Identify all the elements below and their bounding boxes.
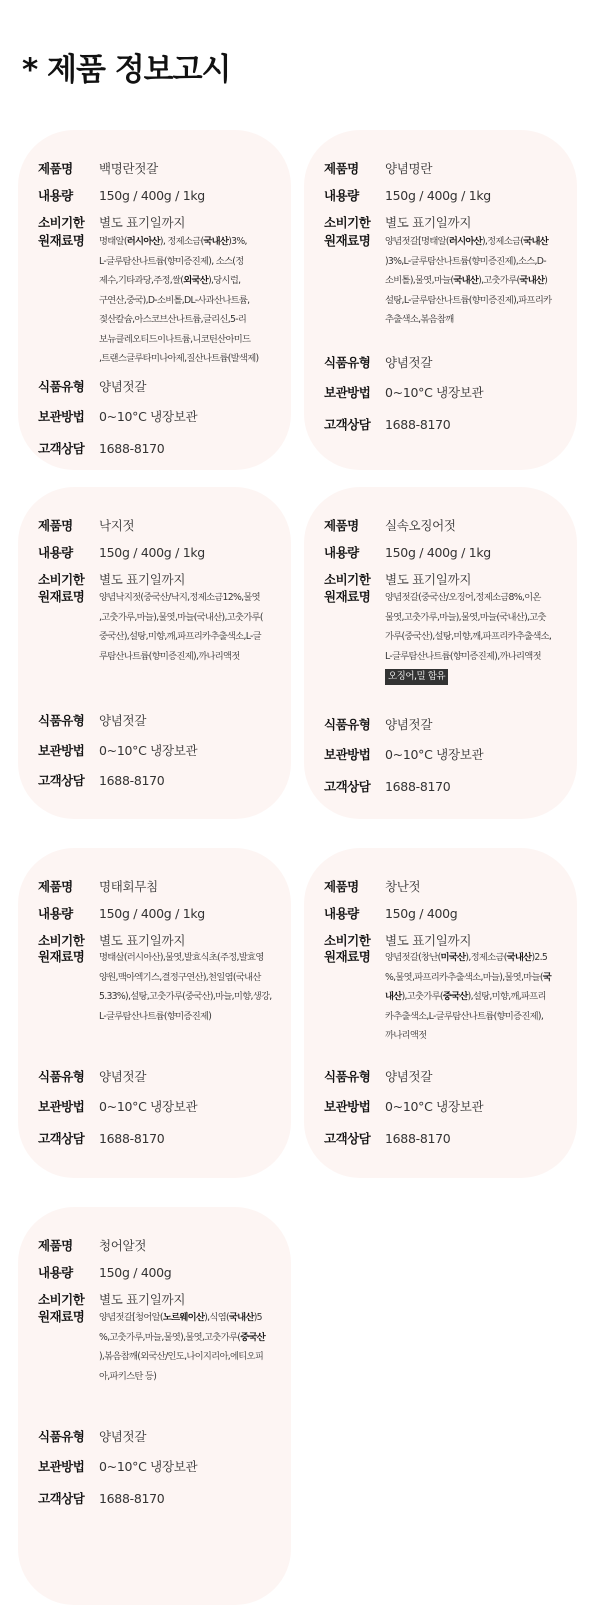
label-contact: 고객상담 <box>38 1491 85 1506</box>
label-ingredients: 원재료명 <box>324 589 371 604</box>
ingredient-line <box>99 588 279 608</box>
ingredient-text: )2.5 <box>531 952 548 963</box>
info-row-name <box>324 878 565 896</box>
ingredient-text: ),정제소금( <box>465 952 507 963</box>
label-storage: 보관방법 <box>324 747 371 762</box>
value-storage: 0~10°C 냉장보관 <box>99 1099 198 1114</box>
origin-highlight: 국내산 <box>203 236 229 247</box>
ingredient-line <box>99 968 279 988</box>
label-contact: 고객상담 <box>324 417 371 432</box>
ingredient-line <box>99 252 279 272</box>
label-ingredients: 원재료명 <box>38 1309 85 1324</box>
ingredient-line <box>385 588 565 608</box>
info-row-ingredients <box>324 948 565 1046</box>
ingredient-line <box>385 232 565 252</box>
product-card <box>304 848 577 1178</box>
info-row-expiry <box>324 214 565 232</box>
ingredient-line <box>99 627 279 647</box>
ingredient-line <box>99 330 279 350</box>
ingredient-line <box>99 1367 279 1387</box>
value-type: 양념젓갈 <box>99 1069 147 1084</box>
label-name: 제품명 <box>324 518 359 533</box>
info-row-storage <box>38 1098 279 1116</box>
value-volume: 150g / 400g / 1kg <box>99 188 205 203</box>
ingredient-text: 명태알( <box>99 236 127 247</box>
product-card <box>304 487 577 819</box>
ingredient-line <box>385 627 565 647</box>
origin-highlight: 중국산 <box>442 991 468 1002</box>
ingredient-line <box>385 647 565 667</box>
value-expiry: 별도 표기일까지 <box>385 215 472 230</box>
info-row-expiry <box>38 1291 279 1309</box>
value-storage: 0~10°C 냉장보관 <box>385 385 484 400</box>
info-row-storage <box>324 746 565 764</box>
ingredient-text: 아,파키스탄 등) <box>99 1370 157 1382</box>
ingredient-text: ),식염( <box>204 1312 229 1323</box>
value-type: 양념젓갈 <box>385 717 433 732</box>
label-storage: 보관방법 <box>324 1099 371 1114</box>
label-name: 제품명 <box>324 161 359 176</box>
allergen-badge: 오징어,밀 함유 <box>385 669 448 685</box>
origin-highlight: 노르웨이산 <box>162 1312 205 1323</box>
origin-highlight: 중국산 <box>240 1331 266 1343</box>
ingredient-text: 명태살(러시아산),물엿,발효식초(주정,발효영 <box>99 952 264 963</box>
info-row-expiry <box>38 571 279 589</box>
ingredient-text: 5.33%),설탕,고춧가루(중국산),마늘,미향,생강, <box>99 991 272 1002</box>
label-type: 식품유형 <box>38 379 85 394</box>
ingredient-line <box>385 608 565 628</box>
info-row-contact <box>38 1490 279 1508</box>
value-volume: 150g / 400g / 1kg <box>99 906 205 921</box>
label-name: 제품명 <box>38 161 73 176</box>
ingredient-text: 가루(중국산),설탕,미향,깨,파프리카추출색소, <box>385 631 552 642</box>
ingredient-text: 젖산칼슘,아스코브산나트륨,글리신,5-리 <box>99 314 247 325</box>
info-row-name <box>324 160 565 178</box>
ingredient-line <box>385 987 565 1007</box>
ingredient-text: 까나리액젓 <box>385 1030 427 1041</box>
product-card <box>304 130 577 470</box>
label-ingredients: 원재료명 <box>324 949 371 964</box>
ingredient-text: 제수,기타과당,주정,쌀( <box>99 275 184 286</box>
origin-highlight: 국내산 <box>228 1312 254 1323</box>
ingredient-text: 구연산,중국),D-소비톨,DL-사과산나트륨, <box>99 294 250 306</box>
ingredient-line <box>99 987 279 1007</box>
ingredient-text: 양념젓갈[명태알( <box>385 236 449 247</box>
ingredient-line <box>385 310 565 330</box>
ingredient-text: L-글루탐산나트륨(향미증진제),까나리액젓 <box>385 650 541 662</box>
label-storage: 보관방법 <box>38 1099 85 1114</box>
label-volume: 내용량 <box>324 545 359 560</box>
info-row-type <box>38 1428 279 1446</box>
info-row-name <box>38 160 279 178</box>
info-row-name <box>324 517 565 535</box>
info-row-contact <box>324 416 565 434</box>
label-name: 제품명 <box>38 518 73 533</box>
info-row-contact <box>38 1130 279 1148</box>
ingredient-text: ,고춧가루,마늘),물엿,마늘(국내산),고춧가루( <box>99 611 263 623</box>
ingredient-line <box>99 349 279 369</box>
label-storage: 보관방법 <box>38 743 85 758</box>
value-name: 백명란젓갈 <box>99 161 158 176</box>
value-storage: 0~10°C 냉장보관 <box>99 409 198 424</box>
value-name: 청어알젓 <box>99 1238 147 1253</box>
value-ingredients <box>385 588 565 687</box>
value-contact: 1688-8170 <box>385 1131 451 1146</box>
ingredient-text: ),정제소금( <box>481 236 524 247</box>
info-row-volume <box>324 544 565 562</box>
ingredient-text: L-글루탐산나트륨(향미증진제) <box>99 1010 212 1022</box>
label-expiry: 소비기한 <box>324 572 371 587</box>
info-row-type <box>324 354 565 372</box>
ingredient-text: 양념젓갈(창난( <box>385 952 441 963</box>
origin-highlight: 러시아산 <box>126 236 160 247</box>
info-row-volume <box>38 544 279 562</box>
info-row-type <box>38 378 279 396</box>
ingredient-text: 양념젓갈(중국산/오징어,정제소금8%,이온 <box>385 592 541 603</box>
value-volume: 150g / 400g <box>385 906 458 921</box>
value-type: 양념젓갈 <box>385 355 433 370</box>
ingredient-text: )3%, <box>228 236 247 247</box>
label-name: 제품명 <box>324 879 359 894</box>
ingredient-text: 설탕,L-글루탐산나트륨(향미증진제),파프리카 <box>385 294 552 306</box>
label-ingredients: 원재료명 <box>324 233 371 248</box>
info-row-type <box>38 712 279 730</box>
value-storage: 0~10°C 냉장보관 <box>99 1459 198 1474</box>
ingredient-text: 중국산),설탕,미향,깨,파프리카추출색소,L-글 <box>99 631 261 642</box>
value-expiry: 별도 표기일까지 <box>99 933 186 948</box>
value-name: 명태회무침 <box>99 879 158 894</box>
info-row-contact <box>38 772 279 790</box>
ingredient-text: 추출색소,볶음참깨 <box>385 314 454 325</box>
ingredient-line <box>99 1347 279 1367</box>
label-storage: 보관방법 <box>38 409 85 424</box>
value-name: 실속오징어젓 <box>385 518 456 533</box>
origin-highlight: 국 <box>542 971 552 983</box>
value-type: 양념젓갈 <box>385 1069 433 1084</box>
value-volume: 150g / 400g / 1kg <box>385 188 491 203</box>
origin-highlight: 러시아산 <box>448 236 482 247</box>
value-expiry: 별도 표기일까지 <box>99 572 186 587</box>
label-ingredients: 원재료명 <box>38 949 85 964</box>
info-row-volume <box>38 905 279 923</box>
ingredient-text: 양원,맥아엑기스,결정구연산),천일염(국내산 <box>99 971 261 983</box>
info-row-ingredients <box>38 948 279 1026</box>
label-type: 식품유형 <box>324 717 371 732</box>
value-ingredients <box>99 232 279 369</box>
value-volume: 150g / 400g <box>99 1265 172 1280</box>
info-row-contact <box>324 1130 565 1148</box>
ingredient-line <box>385 271 565 291</box>
info-row-type <box>38 1068 279 1086</box>
origin-highlight: 미국산 <box>440 952 466 963</box>
ingredient-line <box>99 310 279 330</box>
label-name: 제품명 <box>38 879 73 894</box>
ingredient-text: 카추출색소,L-글루탐산나트륨(향미증진제), <box>385 1010 544 1022</box>
ingredient-line <box>99 1007 279 1027</box>
info-row-expiry <box>324 571 565 589</box>
label-ingredients: 원재료명 <box>38 233 85 248</box>
value-contact: 1688-8170 <box>99 1131 165 1146</box>
ingredient-line <box>99 291 279 311</box>
label-contact: 고객상담 <box>324 779 371 794</box>
value-storage: 0~10°C 냉장보관 <box>99 743 198 758</box>
ingredient-text: ), 정제소금( <box>159 236 204 247</box>
ingredient-line <box>99 948 279 968</box>
info-row-storage <box>38 1458 279 1476</box>
ingredient-text: 물엿,고춧가루,마늘),물엿,마늘(국내산),고춧 <box>385 611 546 623</box>
ingredient-text: )3%,L-글루탐산나트륨(향미증진제),소스,D- <box>385 255 546 267</box>
ingredient-text: ),당시럽, <box>208 275 241 286</box>
ingredient-text: 소비톨),물엿,마늘( <box>385 275 454 286</box>
ingredient-text: 양념젓갈[청어알( <box>99 1312 163 1323</box>
value-contact: 1688-8170 <box>99 773 165 788</box>
product-card <box>18 848 291 1178</box>
info-row-volume <box>38 1264 279 1282</box>
label-contact: 고객상담 <box>324 1131 371 1146</box>
value-type: 양념젓갈 <box>99 713 147 728</box>
ingredient-line <box>385 252 565 272</box>
ingredient-text: ),고춧가루( <box>478 275 520 286</box>
ingredient-line <box>99 1328 279 1348</box>
info-row-storage <box>324 1098 565 1116</box>
info-row-name <box>38 517 279 535</box>
info-row-ingredients <box>324 232 565 330</box>
ingredient-line <box>385 291 565 311</box>
label-type: 식품유형 <box>38 1429 85 1444</box>
info-row-volume <box>38 187 279 205</box>
info-row-contact <box>38 440 279 458</box>
info-row-storage <box>38 742 279 760</box>
value-type: 양념젓갈 <box>99 1429 147 1444</box>
info-row-storage <box>38 408 279 426</box>
label-expiry: 소비기한 <box>38 572 85 587</box>
ingredient-text: ),볶음참깨(외국산/인도,나이지리아,에티오피 <box>99 1351 264 1362</box>
label-storage: 보관방법 <box>324 385 371 400</box>
ingredient-line <box>385 1007 565 1027</box>
label-contact: 고객상담 <box>38 1131 85 1146</box>
ingredient-line <box>99 232 279 252</box>
info-row-type <box>324 1068 565 1086</box>
label-expiry: 소비기한 <box>324 215 371 230</box>
info-row-name <box>38 1237 279 1255</box>
origin-highlight: 국내산 <box>506 952 532 963</box>
origin-highlight: 국내산 <box>523 236 549 247</box>
ingredient-line <box>99 647 279 667</box>
ingredient-line <box>385 1026 565 1046</box>
label-type: 식품유형 <box>38 1069 85 1084</box>
ingredient-text: L-글루탐산나트륨(향미증진제), 소스(정 <box>99 255 244 267</box>
ingredient-line <box>99 1308 279 1328</box>
ingredient-text: %,고춧가루,마늘,물엿),물엿,고춧가루( <box>99 1331 241 1343</box>
value-name: 낙지젓 <box>99 518 135 533</box>
origin-highlight: 내산 <box>385 991 402 1002</box>
label-volume: 내용량 <box>38 1265 73 1280</box>
info-row-storage <box>324 384 565 402</box>
value-ingredients <box>385 232 565 330</box>
info-row-ingredients <box>38 588 279 666</box>
value-type: 양념젓갈 <box>99 379 147 394</box>
value-expiry: 별도 표기일까지 <box>385 933 472 948</box>
ingredient-text: ),설탕,미향,깨,파프리 <box>467 991 546 1002</box>
info-row-ingredients <box>38 1308 279 1386</box>
ingredient-text: ,트랜스글루타미나아제,질산나트륨(발색제) <box>99 353 259 364</box>
product-card <box>18 487 291 819</box>
label-type: 식품유형 <box>324 1069 371 1084</box>
label-expiry: 소비기한 <box>38 215 85 230</box>
label-volume: 내용량 <box>324 906 359 921</box>
label-type: 식품유형 <box>38 713 85 728</box>
label-ingredients: 원재료명 <box>38 589 85 604</box>
label-expiry: 소비기한 <box>38 933 85 948</box>
value-contact: 1688-8170 <box>385 417 451 432</box>
value-name: 창난젓 <box>385 879 421 894</box>
ingredient-text: ) <box>544 275 548 286</box>
value-ingredients <box>99 948 279 1026</box>
ingredient-text: 루탐산나트륨(향미증진제),까나리액젓 <box>99 650 240 662</box>
value-contact: 1688-8170 <box>99 441 165 456</box>
origin-highlight: 외국산 <box>183 275 209 286</box>
product-card <box>18 1207 291 1605</box>
value-expiry: 별도 표기일까지 <box>99 1292 186 1307</box>
ingredient-text: %,물엿,파프리카추출색소,마늘),물엿,마늘( <box>385 971 543 983</box>
value-expiry: 별도 표기일까지 <box>99 215 186 230</box>
ingredient-text: ),고춧가루( <box>401 991 443 1002</box>
value-storage: 0~10°C 냉장보관 <box>385 1099 484 1114</box>
info-row-name <box>38 878 279 896</box>
info-row-volume <box>324 905 565 923</box>
value-ingredients <box>385 948 565 1046</box>
ingredient-text: 양념낙지젓(중국산/낙지,정제소금12%,물엿 <box>99 592 260 603</box>
label-volume: 내용량 <box>38 188 73 203</box>
label-contact: 고객상담 <box>38 441 85 456</box>
value-volume: 150g / 400g / 1kg <box>99 545 205 560</box>
value-storage: 0~10°C 냉장보관 <box>385 747 484 762</box>
ingredient-text: )5 <box>253 1312 262 1323</box>
label-name: 제품명 <box>38 1238 73 1253</box>
ingredient-text: 보뉴클레오티드이나트륨,니코틴산아미드 <box>99 333 251 345</box>
value-contact: 1688-8170 <box>99 1491 165 1506</box>
label-storage: 보관방법 <box>38 1459 85 1474</box>
info-row-type <box>324 716 565 734</box>
value-ingredients <box>99 1308 279 1386</box>
info-row-volume <box>324 187 565 205</box>
label-contact: 고객상담 <box>38 773 85 788</box>
label-volume: 내용량 <box>38 906 73 921</box>
info-row-ingredients <box>324 588 565 687</box>
info-row-ingredients <box>38 232 279 369</box>
value-contact: 1688-8170 <box>385 779 451 794</box>
product-card <box>18 130 291 470</box>
info-row-contact <box>324 778 565 796</box>
ingredient-line <box>385 968 565 988</box>
origin-highlight: 국내산 <box>519 275 545 286</box>
ingredient-line <box>99 271 279 291</box>
value-volume: 150g / 400g / 1kg <box>385 545 491 560</box>
label-type: 식품유형 <box>324 355 371 370</box>
page-title: * 제품 정보고시 <box>22 52 231 88</box>
label-volume: 내용량 <box>324 188 359 203</box>
value-name: 양념명란 <box>385 161 433 176</box>
label-volume: 내용량 <box>38 545 73 560</box>
label-expiry: 소비기한 <box>38 1292 85 1307</box>
info-row-expiry <box>38 214 279 232</box>
ingredient-line <box>385 948 565 968</box>
value-expiry: 별도 표기일까지 <box>385 572 472 587</box>
label-expiry: 소비기한 <box>324 933 371 948</box>
ingredient-line <box>99 608 279 628</box>
origin-highlight: 국내산 <box>453 275 479 286</box>
value-ingredients <box>99 588 279 666</box>
